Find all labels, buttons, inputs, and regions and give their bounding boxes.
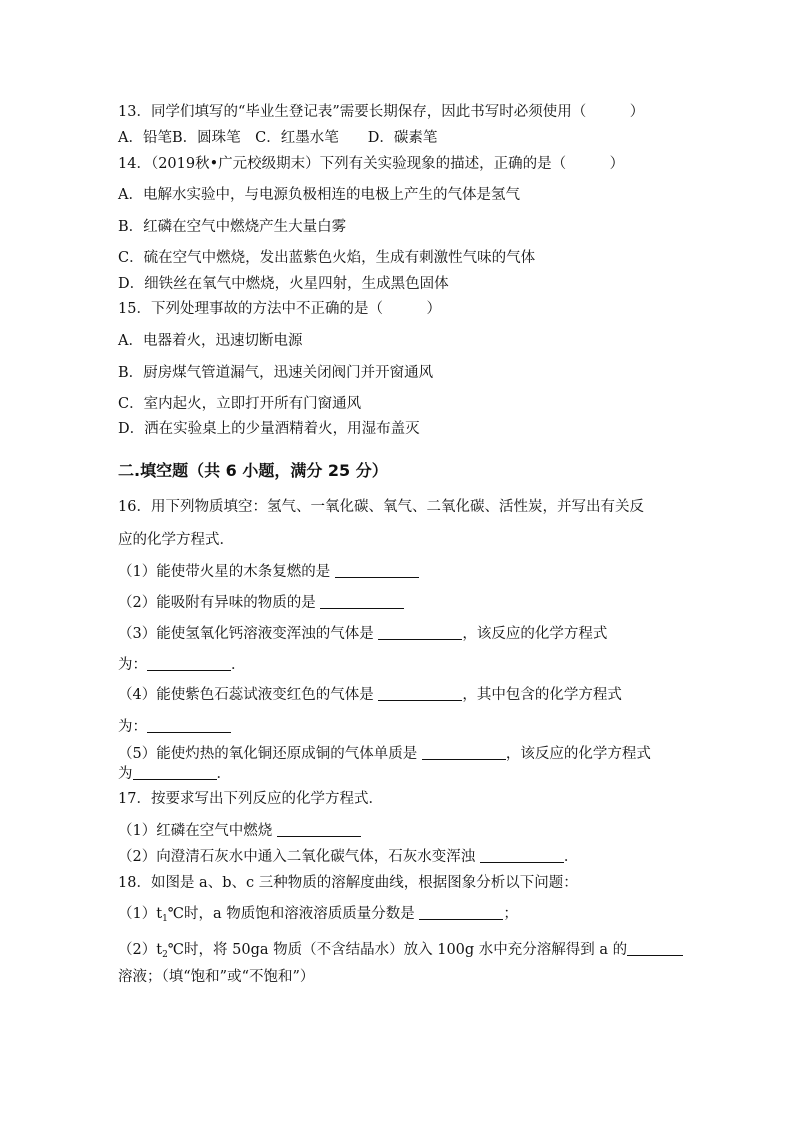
q13-options: A．铅笔B．圆珠笔 C．红墨水笔 D．碳素笔 <box>118 130 438 146</box>
period: ． <box>563 849 579 865</box>
q14-option-d: D．细铁丝在氧气中燃烧，火星四射，生成黑色固体 <box>118 276 449 292</box>
answer-blank[interactable] <box>480 848 564 863</box>
q17-part1 <box>118 822 361 840</box>
q16-part2 <box>118 594 404 612</box>
answer-blank[interactable] <box>378 686 462 701</box>
answer-blank[interactable] <box>320 594 404 609</box>
q16-part3-text: （3）能使氢氧化钙溶液变浑浊的气体是 <box>118 626 379 642</box>
q16-part5-text: （5）能使灼热的氧化铜还原成铜的气体单质是 <box>118 746 422 762</box>
q18-part2-text2: ℃时，将 50ga 物质（不含结晶水）放入 100g 水中充分溶解得到 a 的 <box>167 942 628 958</box>
q16-part4-cont <box>118 718 231 736</box>
q17-part2 <box>118 848 578 866</box>
q16-part4-text2: ，其中包含的化学方程式 <box>462 687 622 703</box>
q18-part2-text: （2）t <box>118 942 163 958</box>
q16-part3-prefix: 为： <box>118 657 147 673</box>
answer-blank[interactable] <box>147 656 231 671</box>
q16-stem-line1: 16．用下列物质填空：氢气、一氧化碳、氧气、二氧化碳、活性炭，并写出有关反 <box>118 499 644 515</box>
answer-blank[interactable] <box>335 563 419 578</box>
q16-part1 <box>118 563 419 581</box>
q15-option-d: D．洒在实验桌上的少量酒精着火，用湿布盖灭 <box>118 421 420 437</box>
q17-part2-text: （2）向澄清石灰水中通入二氧化碳气体，石灰水变浑浊 <box>118 849 480 865</box>
answer-blank[interactable] <box>422 745 506 760</box>
answer-blank[interactable] <box>133 765 217 780</box>
q13-stem: 13．同学们填写的“毕业生登记表”需要长期保存，因此书写时必须使用（ ） <box>118 104 645 120</box>
q16-part5-text2: ，该反应的化学方程式 <box>505 746 651 762</box>
q14-option-c: C．硫在空气中燃烧，发出蓝紫色火焰，生成有刺激性气味的气体 <box>118 250 536 266</box>
q15-stem: 15．下列处理事故的方法中不正确的是（ ） <box>118 301 441 317</box>
semicolon: ； <box>503 906 518 922</box>
q16-part5-cont <box>118 765 231 783</box>
q18-part1-text2: ℃时，a 物质饱和溶液溶质质量分数是 <box>167 906 420 922</box>
q14-option-b: B．红磷在空气中燃烧产生大量白雾 <box>118 219 347 235</box>
answer-blank[interactable] <box>627 941 683 956</box>
q16-part5 <box>118 745 651 763</box>
q18-part1 <box>118 905 518 928</box>
q18-part1-text: （1）t <box>118 906 163 922</box>
subscript: 2 <box>162 950 168 960</box>
subscript: 1 <box>162 914 168 924</box>
q15-option-c: C．室内起火，立即打开所有门窗通风 <box>118 396 362 412</box>
period: ． <box>216 766 231 782</box>
section-heading: 二.填空题（共 6 小题，满分 25 分） <box>118 461 388 480</box>
q15-option-b: B．厨房煤气管道漏气，迅速关闭阀门并开窗通风 <box>118 365 434 381</box>
period: ． <box>231 657 246 673</box>
q15-option-a: A．电器着火，迅速切断电源 <box>118 333 303 349</box>
answer-blank[interactable] <box>419 905 503 920</box>
q17-part1-text: （1）红磷在空气中燃烧 <box>118 823 277 839</box>
q16-part4 <box>118 686 622 704</box>
q14-stem: 14．（2019秋•广元校级期末）下列有关实验现象的描述，正确的是（ ） <box>118 156 625 172</box>
answer-blank[interactable] <box>378 625 462 640</box>
q16-part4-prefix: 为： <box>118 719 147 735</box>
answer-blank[interactable] <box>277 822 361 837</box>
q16-part3-text2: ，该反应的化学方程式 <box>462 626 608 642</box>
q18-part2-cont: 溶液；（填“饱和”或“不饱和”） <box>118 969 315 985</box>
q16-part4-text: （4）能使紫色石蕊试液变红色的气体是 <box>118 687 379 703</box>
q18-stem: 18．如图是 a、b、c 三种物质的溶解度曲线，根据图象分析以下问题： <box>118 875 578 891</box>
q18-part2 <box>118 941 683 964</box>
answer-blank[interactable] <box>147 718 231 733</box>
q16-part2-text: （2）能吸附有异味的物质的是 <box>118 595 321 611</box>
q16-part1-text: （1）能使带火星的木条复燃的是 <box>118 564 335 580</box>
q16-part3 <box>118 625 607 643</box>
q17-stem: 17．按要求写出下列反应的化学方程式． <box>118 791 383 807</box>
q16-part3-cont <box>118 656 246 674</box>
q16-stem-line2: 应的化学方程式． <box>118 532 234 548</box>
q14-option-a: A．电解水实验中，与电源负极相连的电极上产生的气体是氢气 <box>118 187 520 203</box>
q16-part5-prefix: 为 <box>118 766 133 782</box>
